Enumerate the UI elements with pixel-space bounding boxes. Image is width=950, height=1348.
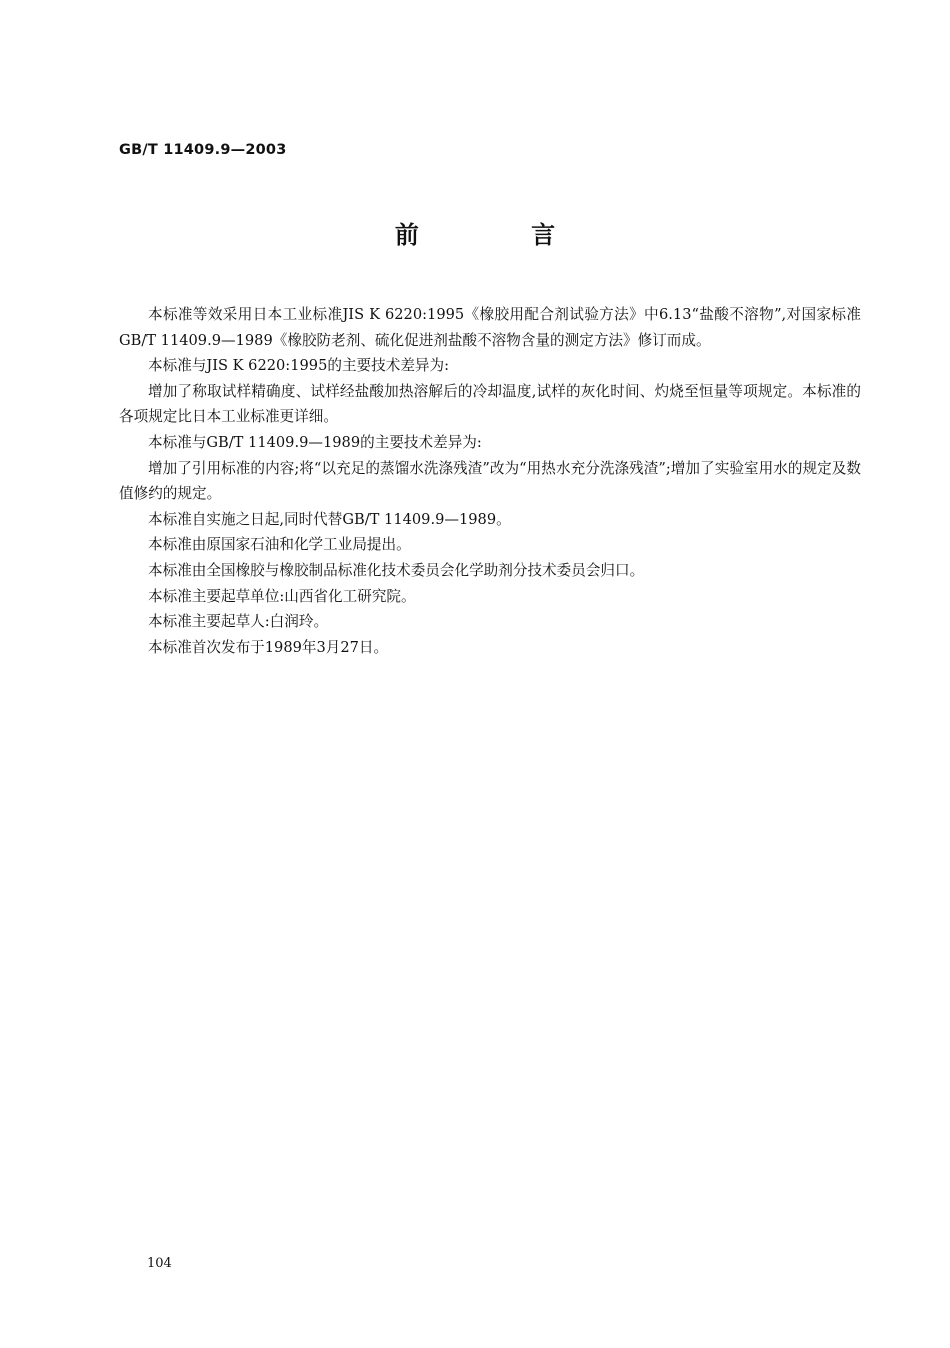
standard-number: GB/T 11409.9—2003 bbox=[119, 142, 287, 158]
paragraph-first-issued: 本标准首次发布于1989年3月27日。 bbox=[148, 638, 389, 656]
paragraph-gbt-differences: 增加了引用标准的内容;将“以充足的蒸馏水洗涤残渣”改为“用热水充分洗涤残渣”;增加了实验室用水的规定及数值修约的规定。 bbox=[119, 459, 861, 503]
page-number: 104 bbox=[147, 1256, 172, 1271]
paragraph-replacement: 本标准自实施之日起,同时代替GB/T 11409.9—1989。 bbox=[148, 510, 511, 528]
foreword-body bbox=[119, 302, 861, 660]
paragraph-gbt-differences-heading: 本标准与GB/T 11409.9—1989的主要技术差异为: bbox=[148, 433, 482, 451]
page-title: 前 言 bbox=[394, 221, 608, 249]
paragraph-jis-differences-heading: 本标准与JIS K 6220:1995的主要技术差异为: bbox=[148, 357, 450, 375]
paragraph-proposed-by: 本标准由原国家石油和化学工业局提出。 bbox=[148, 536, 411, 554]
paragraph-adoption: 本标准等效采用日本工业标准JIS K 6220:1995《橡胶用配合剂试验方法》中6.13“盐酸不溶物”,对国家标准GB/T 11409.9—1989《橡胶防老剂、硫化促进剂盐酸不溶物含量的测定方法》修订而成。 bbox=[119, 306, 861, 349]
paragraph-drafting-unit: 本标准主要起草单位:山西省化工研究院。 bbox=[148, 587, 416, 605]
paragraph-jis-differences: 增加了称取试样精确度、试样经盐酸加热溶解后的冷却温度,试样的灰化时间、灼烧至恒量等项规定。本标准的各项规定比日本工业标准更详细。 bbox=[119, 382, 861, 426]
paragraph-responsible-committee: 本标准由全国橡胶与橡胶制品标准化技术委员会化学助剂分技术委员会归口。 bbox=[148, 561, 645, 579]
paragraph-drafter: 本标准主要起草人:白润玲。 bbox=[148, 613, 329, 631]
